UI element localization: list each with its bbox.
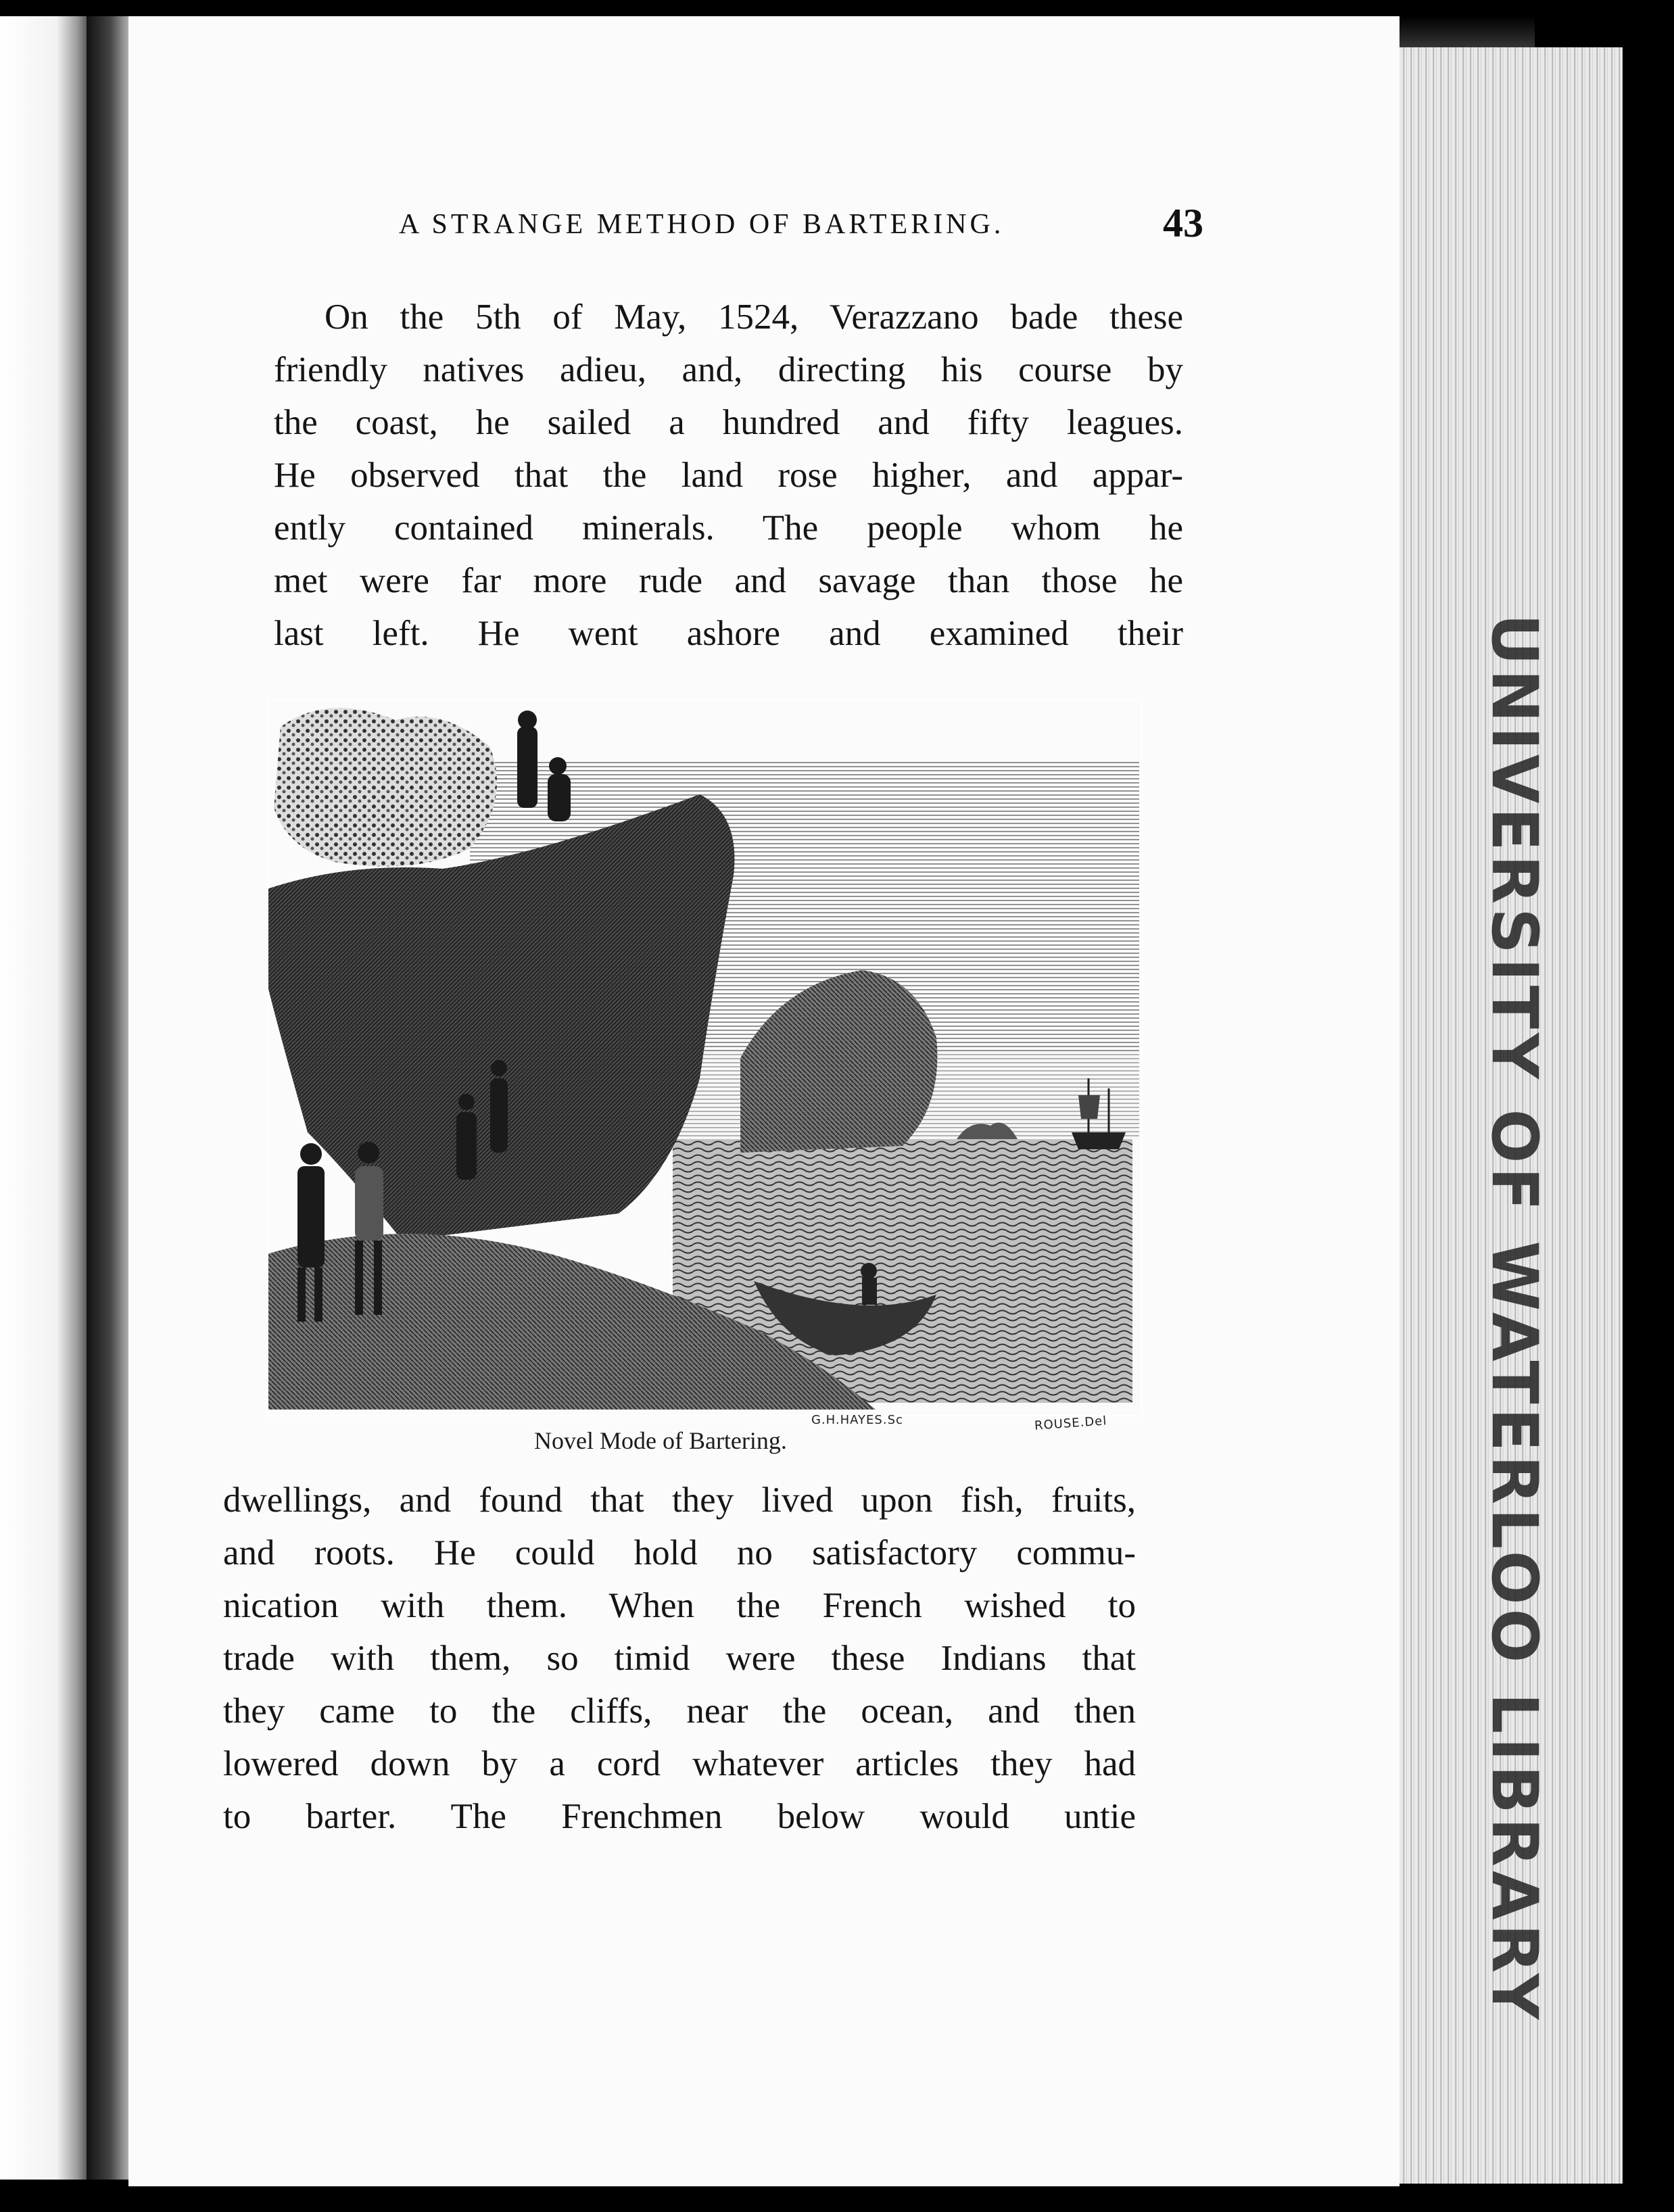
text-line: and roots. He could hold no satisfactory commu- (223, 1533, 1136, 1572)
text-line: the coast, he sailed a hundred and fifty leagues. (274, 403, 1183, 442)
running-head (399, 196, 1203, 257)
engraver-credit: G.H.HAYES.Sc (811, 1413, 903, 1427)
engraving-image (267, 700, 1143, 1416)
paragraph-1 (274, 291, 1183, 660)
text-line: lowered down by a cord whatever articles they had (223, 1744, 1136, 1783)
page-number: 43 (1163, 201, 1203, 245)
text-line: ently contained minerals. The people whom he (274, 508, 1183, 548)
text-line: nication with them. When the French wished to (223, 1586, 1136, 1625)
running-title: A STRANGE METHOD OF BARTERING. (399, 209, 1005, 240)
book-gutter (87, 16, 134, 2180)
text-line: last left. He went ashore and examined their (274, 614, 1183, 653)
text-line: friendly natives adieu, and, directing his course by (274, 350, 1183, 389)
text-line: dwellings, and found that they lived upon fish, fruits, (223, 1481, 1136, 1520)
paragraph-2 (223, 1474, 1136, 1843)
text-line: they came to the cliffs, near the ocean, and then (223, 1691, 1136, 1731)
text-line: He observed that the land rose higher, and appar- (274, 456, 1183, 495)
text-line: to barter. The Frenchmen below would untie (223, 1797, 1136, 1836)
text-line: On the 5th of May, 1524, Verazzano bade these (325, 297, 1183, 337)
library-stamp (1474, 613, 1555, 2023)
text-line: trade with them, so timid were these Indians that (223, 1639, 1136, 1678)
engraving-illustration (267, 700, 1143, 1437)
text-line: met were far more rude and savage than those he (274, 561, 1183, 600)
figure-caption: Novel Mode of Bartering. (534, 1427, 787, 1454)
previous-page-edge (0, 16, 95, 2180)
library-stamp-text: UNIVERSITY OF WATERLOO LIBRARY (1477, 613, 1552, 2023)
artist-credit: ROUSE.Del (1034, 1414, 1107, 1433)
